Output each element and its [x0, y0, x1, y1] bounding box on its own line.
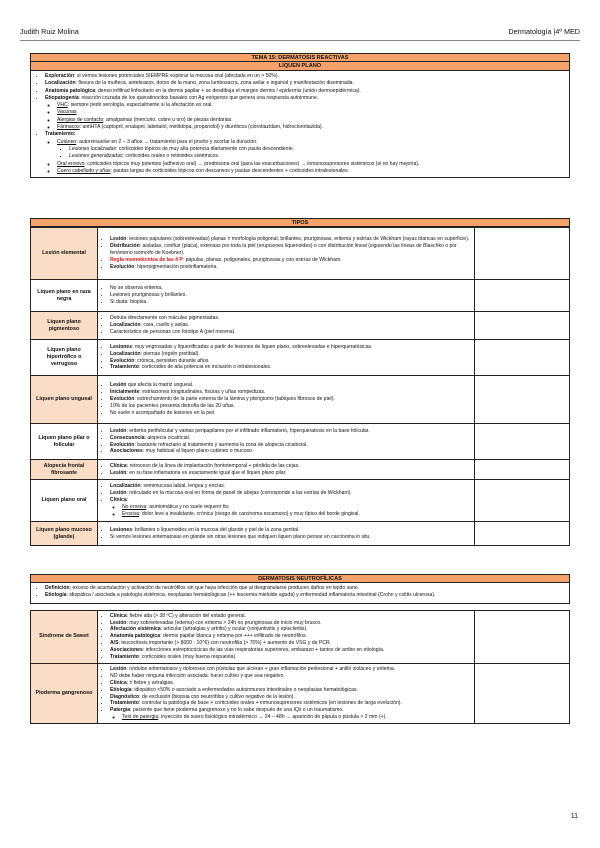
item-term: Lesión: [110, 236, 127, 243]
item-term: Tratamiento: [110, 700, 139, 707]
list-item: [57, 161, 565, 168]
item-text: : paciente que tiene pioderma gangrenoso y no lo sabe después de una IQx o un traumatismo.: [130, 707, 344, 714]
neutrofilicas-title: DERMATOSIS NEUTROFÍLICAS: [30, 574, 570, 583]
list-item: [45, 80, 565, 87]
list-item: [45, 95, 565, 131]
item-term: Anatomía patológica: [110, 633, 161, 640]
item-term: Evolución: [110, 263, 135, 270]
item-term: Localización: [110, 483, 141, 490]
item-term: Erosiva: [122, 510, 139, 517]
list-item: [69, 146, 565, 153]
tipo-row: [31, 522, 570, 546]
item-text: : bastante refractario al tratamiento y aumenta la zona de alopecia cicatricial.: [134, 441, 308, 448]
item-text: 10% de los pacientes presenta distrofia de las 20 uñas.: [110, 402, 235, 409]
item-text: : reacción cruzada de los queratinocitos basales con Ag exógenos que genera una respuesta autoinmune.: [78, 94, 319, 101]
list-item: [69, 153, 565, 160]
image-cell: [475, 522, 570, 546]
tipo-body: [98, 312, 475, 340]
item-term: Diagnóstico: [110, 693, 140, 700]
list-item: [57, 102, 565, 109]
list-item: [122, 511, 472, 518]
list-item: [45, 131, 565, 175]
item-term: Etiología: [110, 686, 132, 693]
list-item: [110, 700, 472, 707]
item-term: Test de patergia: [122, 714, 159, 721]
item-text: : estriaciones longitudinales, fisuras y uñas rompedizas.: [139, 389, 266, 396]
image-cell: [475, 460, 570, 480]
list-item: [110, 694, 472, 701]
list-item: [110, 613, 472, 620]
item-text: No se observa eritema.: [110, 285, 163, 292]
tipo-list: [100, 285, 472, 306]
item-term: Patergia: [110, 707, 131, 714]
tratamiento-sublist: [45, 139, 565, 175]
image-cell: [475, 424, 570, 460]
item-term: Lesión: [110, 490, 127, 497]
item-text: : si vemos lesiones potenciales SIEMPRE explorar la mucosa oral (afectada en un > 50%).: [74, 73, 279, 79]
item-text: Debuta directamente con máculas pigmentadas.: [110, 315, 220, 322]
tipo-row: [31, 480, 570, 522]
list-item: [110, 403, 472, 410]
tipo-list: [100, 315, 472, 336]
list-item: [57, 124, 565, 131]
tipo-label: Liquen plano hipertrófico o verrugoso: [31, 340, 98, 376]
neutrofilicas-section: [30, 574, 570, 724]
tipo-list: [100, 236, 472, 271]
clinica-sublist: [110, 504, 472, 518]
neutro-body: [98, 663, 475, 723]
list-item: [110, 490, 472, 497]
tipo-body: [98, 424, 475, 460]
liquen-plano-title: LIQUEN PLANO: [30, 62, 570, 71]
item-text: : nódulos eritematosos y dolorosos con pústulas que ulceran + gran inflamación perilesional + anillo violáceo y eritema.: [126, 665, 396, 672]
header-author: Judith Ruiz Molina: [20, 27, 79, 36]
item-text: : pautas largas de corticoides tópicos con descansos y pautas descendentes + corticoides intralesionales.: [110, 167, 350, 174]
tipo-body: [98, 340, 475, 376]
item-term: Lesiones: [110, 526, 133, 533]
item-term: Clínica: [110, 612, 127, 619]
item-term: Definición: [45, 585, 70, 591]
neutro-list: [100, 613, 472, 661]
item-text: : semimucosa labial, lengua y encías.: [140, 483, 226, 490]
tipo-body: [98, 280, 475, 312]
list-item: [110, 257, 472, 264]
item-term: A/S: [110, 640, 119, 647]
item-text: : corticoides orales o retinoides sistémicos.: [122, 153, 220, 160]
item-text: : controlar la patología de base + corticoides orales + inmunosupresores sistémicos (en lesiones de larga evolución).: [138, 700, 402, 707]
item-term: Consecuencia: [110, 434, 145, 441]
item-text: : aisladas, confluir (placa), extensas por toda la piel (erupciones liquenoides) o con distribución lineal (siguiendo las líneas de Blaschko o por fenómeno isomorfo de Koebner).: [110, 243, 457, 257]
tipo-body: [98, 522, 475, 546]
item-term: Tratamiento:: [45, 131, 76, 138]
item-text: : piernas (región pretibial).: [140, 350, 200, 357]
tipo-body: [98, 480, 475, 522]
item-text: : corticoides tópicos muy potentes (adhesivo oral) → prednisona oral (para las exacerbaciones) → inmunosupresores sistémicos (si no hay mejoría).: [84, 160, 420, 167]
neutro-label: Pioderma gangrenoso: [31, 663, 98, 723]
tipo-list: [100, 428, 472, 456]
item-text: : hiperpigmentación postinflamatoria.: [134, 263, 218, 270]
item-text: Si vemos lesiones eritematosas en glande sin otras lesiones que indiquen liquen plano pensar en carcinoma in situ.: [110, 533, 371, 540]
list-item: [110, 666, 472, 673]
item-term: Asociaciones: [110, 647, 143, 654]
item-text: : fiebre alta (> 38 ºC) y alteración del estado general.: [126, 612, 246, 619]
images: [477, 693, 567, 695]
tipo-list: [100, 344, 472, 372]
item-text: : idiopático <50% o asociado a enfermedades autoinmunes intestinales o neoplasias hematológicas.: [131, 686, 358, 693]
item-term: Tratamiento: [110, 364, 139, 371]
list-item: [57, 109, 565, 116]
neutro-label: Síndrome de Sweet: [31, 610, 98, 663]
item-text: : autorresuelve en 2 – 3 años → tratamiento para el prurito y acortar la duración.: [76, 138, 258, 145]
tipo-list: [100, 463, 472, 477]
item-text: : dolor leve a invalidante, crónica (riesgo de carcinoma escamoso) y muy típico del borde gingival.: [139, 510, 360, 517]
header-course: Dermatología |4º MED: [508, 27, 580, 36]
list-item: [110, 640, 472, 647]
list-item: [110, 483, 472, 490]
list-item: [110, 463, 472, 470]
item-term: Localización: [45, 80, 76, 87]
item-term: Lesión: [110, 619, 127, 626]
list-item: [110, 435, 472, 442]
list-item: [110, 264, 472, 271]
list-item: [110, 382, 472, 389]
item-term: Distribución: [110, 243, 140, 250]
liquen-plano-body: [30, 71, 570, 178]
image-cell: [475, 376, 570, 424]
list-item: [110, 299, 472, 306]
item-term: Inicialmente: [110, 389, 140, 396]
item-text: : asintomática y no suele requerir tto.: [146, 503, 230, 510]
item-text: : estrechamiento de la parte externa de la lámina y pterigiums (tabiques fibrosos de piel).: [134, 396, 335, 403]
item-term: Alergias de contacto: [57, 116, 104, 123]
list-item: [110, 351, 472, 358]
tipo-label: Liquen plano pilar o folicular: [31, 424, 98, 460]
list-item: [110, 442, 472, 449]
item-text: : inyección de suero fisiológico intradérmico → 24 – 48h → aparición de pápula o pústula > 2 mm (+).: [158, 714, 387, 721]
item-term: Exploración: [45, 73, 75, 79]
tipos-section: [30, 218, 570, 546]
tipos-table: [30, 227, 570, 546]
list-item: [110, 243, 472, 257]
item-text: : crónica, persisten durante años.: [134, 357, 210, 364]
tipos-title: TIPOS: [30, 218, 570, 227]
item-term: Afectación sistémica: [110, 626, 161, 633]
image-cell: [475, 312, 570, 340]
item-term: Lesión: [110, 382, 127, 389]
item-term: Lesión: [110, 469, 127, 476]
neutrofilicas-table: [30, 610, 570, 725]
item-text: NO debe haber ninguna infección asociada: hacer cultivo y que sea negativo.: [110, 672, 285, 679]
topic-title: TEMA 15: DERMATOSIS REACTIVAS: [30, 53, 570, 62]
list-item: [45, 585, 565, 592]
neutro-row: [31, 663, 570, 723]
item-term: VHC: [57, 102, 68, 109]
image-cell: [475, 280, 570, 312]
list-item: [110, 626, 472, 633]
item-term: Evolución: [110, 357, 135, 364]
item-text: : exceso de acumulación y activación de neutrófilos sin que haya infección que al desgranularse producen daños en tejido sano.: [69, 585, 360, 591]
tipo-list: [100, 527, 472, 541]
tipo-list: [100, 483, 472, 518]
tipo-row: [31, 312, 570, 340]
item-text: .: [76, 109, 78, 116]
item-term: Lesiones localizadas: [69, 145, 117, 152]
item-text: : muy engrosadas y liquenificadas a partir de lesiones de liquen plano, sobreelevadas e hiperqueratósicas.: [132, 343, 373, 350]
images: [477, 636, 567, 638]
item-term: Fármacos: [57, 124, 80, 131]
tipo-body: [98, 228, 475, 280]
item-term: Evolución: [110, 441, 135, 448]
list-item: [110, 673, 472, 680]
item-text: Lesiones pruriginosas y brillantes.: [110, 292, 187, 299]
image-cell: [475, 480, 570, 522]
item-text: : ± fiebre y artralgias.: [126, 679, 175, 686]
tipo-row: [31, 424, 570, 460]
item-term: Lesión: [110, 427, 127, 434]
item-text: Característico de personas con fototipo A (piel morena).: [110, 328, 236, 335]
image-cell: [475, 663, 570, 723]
item-text: : corticoides tópicos de muy alta potencia diariamente con pauta descendiente.: [116, 145, 295, 152]
tipo-label: Liquen plano en raza negra: [31, 280, 98, 312]
list-item: [57, 139, 565, 161]
item-term: Oral erosivo: [57, 160, 85, 167]
item-text: : leucocitosis importante (> 8000 · 10^6) con neutrofilia (> 70%) + aumento de VSG y de PCR.: [118, 640, 332, 647]
item-term: No erosiva: [122, 503, 147, 510]
item-text: : alopecia cicatricial.: [144, 434, 191, 441]
list-item: [110, 285, 472, 292]
list-item: [45, 592, 565, 599]
list-item: [110, 620, 472, 627]
list-item: [110, 470, 472, 477]
list-item: [110, 654, 472, 661]
item-text: : cara, cuello y axilas.: [140, 322, 190, 329]
image-cell: [475, 610, 570, 663]
image-cell: [475, 228, 570, 280]
tipo-row: [31, 228, 570, 280]
tipo-row: [31, 460, 570, 480]
list-item: [110, 633, 472, 640]
list-item: [122, 714, 472, 721]
tipo-row: [31, 340, 570, 376]
header-divider: [20, 40, 580, 41]
list-item: [110, 329, 472, 336]
item-text: : eritema perifolicular y vainas peripapilares por el infiltrado inflamatorio, hiperqueratosis en la base folicular.: [126, 427, 370, 434]
item-term: Etiopatogenia: [45, 94, 79, 101]
item-term: Cutáneo: [57, 138, 77, 145]
patergia-sublist: [110, 714, 472, 721]
item-term: Lesiones: [110, 343, 133, 350]
item-term: Clínica: [110, 462, 127, 469]
list-item: [110, 315, 472, 322]
item-term: Regla memotécnica de las 4 P: [110, 256, 183, 263]
item-text: : siempre pedir serología, especialmente si la afectación es oral.: [67, 102, 213, 109]
list-item: [110, 448, 472, 455]
item-term: Tratamiento: [110, 654, 139, 661]
item-text: : muy habitual al liquen plano cutáneo o mucoso.: [142, 448, 254, 455]
item-text: : corticoides de alta potencia en inclusión o intralesionales.: [138, 364, 272, 371]
cutaneo-sublist: [57, 146, 565, 161]
item-text: : antiHTA (captopril, enalapril, labetalol, metildopa, propanolol) y diuréticos (clorotiazidam, hidroclorotiazida).: [79, 124, 324, 131]
list-item: [45, 73, 565, 80]
etiologia-sublist: [45, 102, 565, 131]
item-text: : infecciones estreptocócicas de las vías respiratorias superiores, embarazo + tantos de arribo en etiología.: [142, 647, 385, 654]
item-text: que afecta la matriz ungueal.: [126, 382, 194, 389]
item-term: Lesión: [110, 665, 127, 672]
list-item: [122, 504, 472, 511]
item-text: : corticoides orales (muy buena respuesta).: [138, 654, 237, 661]
item-text: : en su fase inflamatoria es exactamente igual que el liquen plano pilar.: [126, 469, 287, 476]
list-item: [110, 527, 472, 534]
item-text: : idiopática / asociada a patología sistémica, neoplasias hematológicas (++ leucemia mieloide aguda) y enfermedad inflamatoria intestinal (Crohn y colitis ulcerosa).: [66, 592, 436, 599]
item-text: :: [126, 497, 129, 504]
image-cell: [475, 340, 570, 376]
item-term: Evolución: [110, 396, 135, 403]
list-item: [57, 117, 565, 124]
neutro-list: [100, 666, 472, 721]
item-text: : muy sobreelevadas (edema) con eritema > 24h no pruriginosas de inicio muy brusco.: [126, 619, 322, 626]
list-item: [110, 707, 472, 721]
item-term: Anatomía patológica: [45, 87, 96, 94]
list-item: [110, 410, 472, 417]
item-text: : de exclusión (biopsia con neutrófilos y cultivo negativo de la lesión).: [139, 693, 295, 700]
item-text: : denso infiltrad linfocitario en la dermis papilar + se desdibuja el margen dermis / epidermis (unión dermoepidérmica).: [95, 87, 361, 94]
tipo-label: Liquen plano mucoso (glande): [31, 522, 98, 546]
item-term: Clínica: [110, 679, 127, 686]
item-term: Vacunas: [57, 109, 77, 116]
tipo-row: [31, 280, 570, 312]
neutro-row: [31, 610, 570, 663]
tipo-label: Liquen plano ungueal: [31, 376, 98, 424]
item-term: Localización: [110, 350, 141, 357]
item-text: : pápulas, planas, poligonales, pruriginosas y con estrías de Wickham.: [182, 256, 342, 263]
neutro-body: [98, 610, 475, 663]
list-item: [110, 396, 472, 403]
list-item: [110, 497, 472, 518]
item-text: No suele ir acompañado de lesiones en la piel.: [110, 409, 216, 416]
list-item: [110, 292, 472, 299]
page-number: 11: [570, 813, 578, 820]
item-text: : brillantes o liquenoides en la mucosa del glande y piel de la zona genital.: [132, 526, 300, 533]
tipo-label: Alopecia frontal fibrosante: [31, 460, 98, 480]
item-text: : amalgamas (mercurio, cobre u oro) de piezas dentarias.: [103, 116, 233, 123]
list-item: [110, 236, 472, 243]
list-item: [110, 358, 472, 365]
list-item: [110, 680, 472, 687]
item-text: : flexura de la muñeca, antebrazos, dorso de la mano, zona lumbosacra, zona axilar e inguinal y manifestación diseminada.: [75, 80, 354, 87]
tipo-body: [98, 460, 475, 480]
tipo-row: [31, 376, 570, 424]
item-term: Clínica: [110, 497, 127, 504]
tipo-body: [98, 376, 475, 424]
item-text: Si duda: biopsia.: [110, 298, 148, 305]
item-term: Lesiones generalizadas: [69, 153, 123, 160]
list-item: [110, 364, 472, 371]
item-text: : articular (artralgias y artritis) y ocular (conjuntivitis y episcleritis).: [160, 626, 308, 633]
neutrofilicas-list: [35, 585, 565, 600]
list-item: [110, 647, 472, 654]
item-text: : lesiones papulares (sobreelevadas) planas ± morfología poligonal, brillantes, pruriginosas, eritema y estrías de Wickham (rayas blancas en superficie).: [126, 236, 470, 243]
tipo-list: [100, 382, 472, 417]
list-item: [110, 534, 472, 541]
tipo-label: Liquen plano oral: [31, 480, 98, 522]
item-term: Etiología: [45, 592, 67, 599]
list-item: [110, 344, 472, 351]
item-text: : reticulado en la mucosa oral en forma de panel de abejas (corresponde a las estrías de Wickham).: [126, 490, 352, 497]
item-text: : retroceso de la línea de implantación frontotemporal + pérdida de las cejas.: [126, 462, 300, 469]
tipo-label: Liquen plano pigmentoso: [31, 312, 98, 340]
tipo-label: Lesión elemental: [31, 228, 98, 280]
item-term: Cuero cabelludo y uñas: [57, 167, 111, 174]
item-text: : dermis papilar blanca y eritema por +++ infiltrado de neutrófilos.: [160, 633, 307, 640]
item-term: Asociaciones: [110, 448, 143, 455]
neutrofilicas-intro: [30, 583, 570, 604]
item-term: Localización: [110, 322, 141, 329]
list-item: [110, 428, 472, 435]
list-item: [110, 687, 472, 694]
list-item: [57, 168, 565, 175]
liquen-plano-section: [30, 53, 570, 178]
list-item: [110, 322, 472, 329]
list-item: [45, 88, 565, 95]
list-item: [110, 389, 472, 396]
